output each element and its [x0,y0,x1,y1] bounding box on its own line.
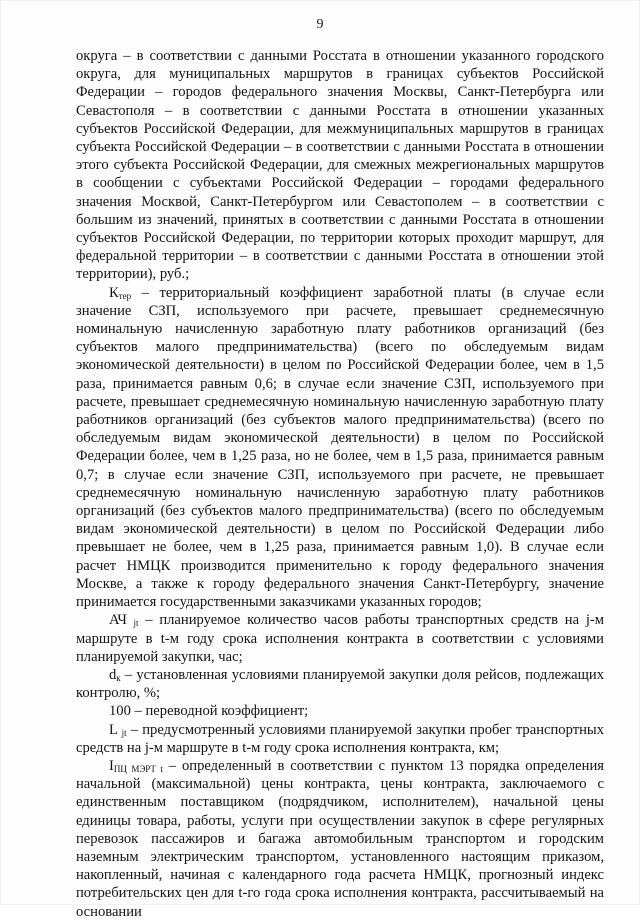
subscript-jt-l: jt [121,727,127,738]
symbol-i: I [109,757,114,774]
definition-l-jt: – предусмотренный условиями планируемой закупки пробег транспортных средств на j-м маршруте в t-м году срока исполнения контракта, км; [76,721,604,756]
paragraph-okruga: округа – в соответствии с данными Росстата в отношении указанного городского округа, для муниципальных маршрутов в границах субъектов Российской Федерации – городов федерального значения Москвы, Санкт-Петербурга или Севастополя – в соответствии с данными Росстата в отношении указанных субъектов Российской Федерации, для межмуниципальных маршрутов в границах субъекта Российской Федерации – в соответствии с данными Росстата в отношении этого субъекта Российской Федерации, для смежных межрегиональных маршрутов в сообщении с субъектами Российской Федерации – городами федерального значения Москвой, Санкт-Петербургом или Севастополем – в соответствии с большим из значений, принятых в соответствии с данными Росстата в отношении субъектов Российской Федерации, по территории которых проходит маршрут, для федеральной территории – в соответствии с данными Росстата в отношении этой территории), руб.; [76,48,604,283]
subscript-pc-mert: ПЦ МЭРТ t [113,763,163,774]
paragraph-100: 100 – переводной коэффициент; [109,703,309,720]
subscript-k: к [116,672,121,683]
paragraph-ach [76,611,604,666]
paragraph-dk [76,666,604,702]
page-number: 9 [316,17,324,32]
symbol-ach: АЧ [109,612,134,629]
definition-i-pc: – определенный в соответствии с пунктом 13 порядка определения начальной (максимальной) цены контракта, цены контракта, заключаемого с единственным поставщиком (подрядчиком, исполнителем), начальной цены единицы товара, работы, услуги при осуществлении закупок в сфере регулярных перевозок пассажиров и багажа автомобильным транспортом и городским наземным электрическим транспортом, установленного настоящим приказом, накопленный, начиная с календарного года расчета НМЦК, прогнозный индекс потребительских цен для t-го года срока исполнения контракта, рассчитываемый на основании [76,757,604,920]
definition-ach: – планируемое количество часов работы транспортных средств на j-м маршруте в t-м году срока исполнения контракта в соответствии с условиями планируемой закупки, час; [76,612,604,665]
definition-k-ter: – территориальный коэффициент заработной платы (в случае если значение СЗП, используемого при расчете, превышает среднемесячную номинальную начисленную заработную плату работников организаций (без субъектов малого предпринимательства) (всего по обследуемым видам экономической деятельности) в целом по Российской Федерации более, чем в 1,5 раза, принимается равным 0,6; в случае если значение СЗП, используемого при расчете, превышает среднемесячную номинальную начисленную заработную плату работников организаций (без субъектов малого предпринимательства) (всего по обследуемым видам экономической деятельности) в целом по Российской Федерации более, чем в 1,25 раза, но не более, чем в 1,5 раза, принимается равным 0,7; в случае если значение СЗП, используемого при расчете, не превышает среднемесячную номинальную начисленную заработную плату работников организаций (без субъектов малого предпринимательства) (всего по обследуемым видам экономической деятельности) в целом по Российской Федерации либо превышает не более, чем в 1,25 раза, принимается равным 1,0). В случае если расчет НМЦК производится применительно к городу федерального значения Москве, а также к городу федерального значения Санкт-Петербургу, значение принимается государственными заказчиками указанных городов; [76,284,604,611]
subscript-jt: jt [133,618,139,629]
subscript-ter: тер [118,290,132,301]
paragraph-l-jt [76,721,604,757]
document-body [76,47,604,921]
paragraph-k-ter [76,284,604,612]
symbol-k: К [109,284,119,301]
definition-dk: – установленная условиями планируемой закупки доля рейсов, подлежащих контролю, %; [76,666,604,702]
symbol-d: d [109,666,117,683]
paragraph-i-pc [76,757,604,921]
symbol-l: L [109,721,122,738]
